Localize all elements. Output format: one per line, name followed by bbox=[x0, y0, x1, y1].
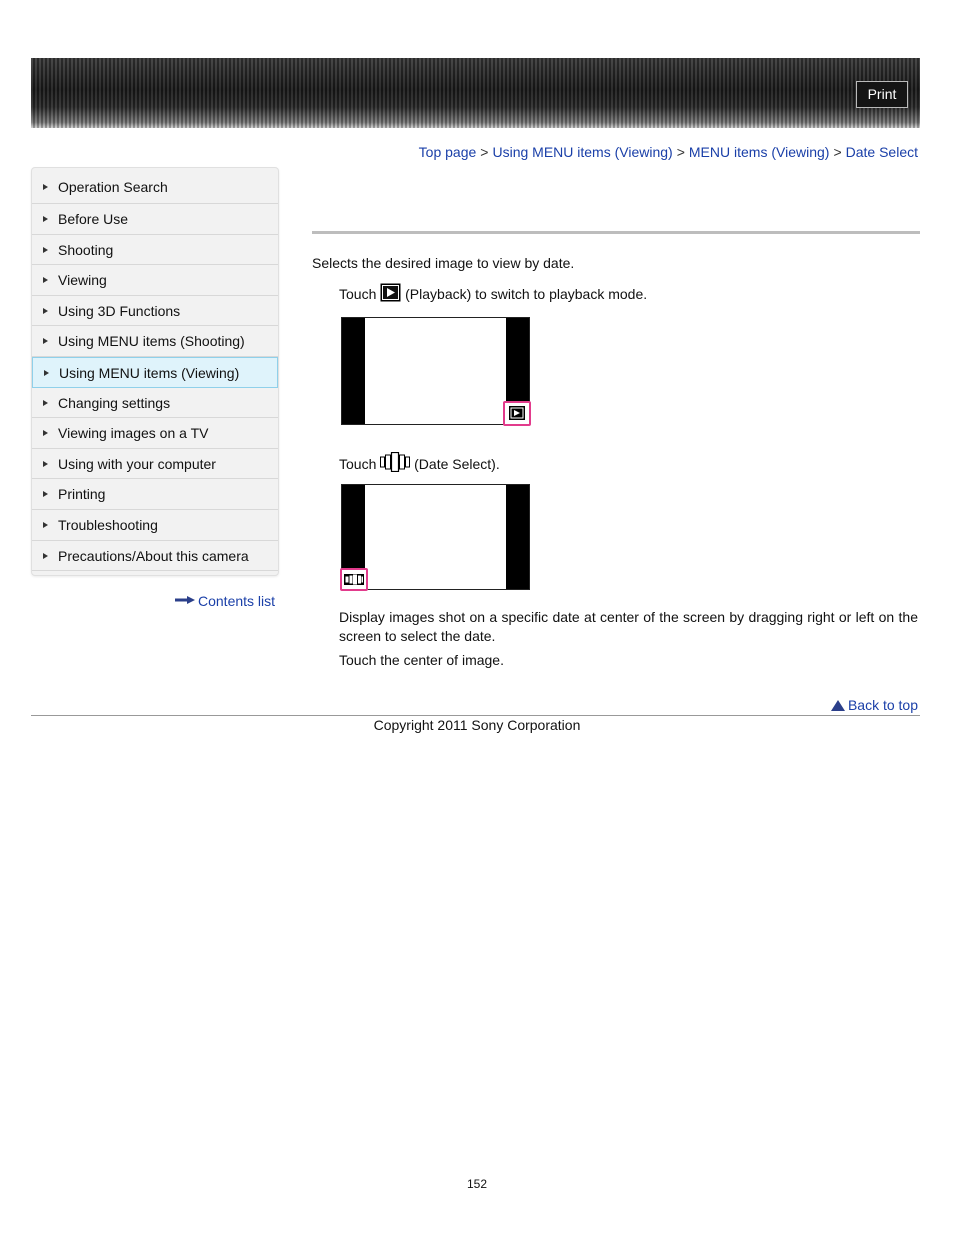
sidebar-item-menu-viewing[interactable] bbox=[32, 357, 278, 388]
arrow-right-icon bbox=[43, 430, 48, 436]
sidebar-item-precautions[interactable] bbox=[32, 541, 278, 572]
camera-screen-illustration bbox=[341, 317, 530, 425]
sidebar-item-viewing-tv[interactable] bbox=[32, 418, 278, 449]
title-divider bbox=[312, 231, 920, 234]
arrow-right-icon bbox=[43, 400, 48, 406]
step-2 bbox=[339, 452, 500, 472]
sidebar-item-3d-functions[interactable] bbox=[32, 296, 278, 327]
arrow-right-icon bbox=[43, 461, 48, 467]
back-to-top-label: Back to top bbox=[847, 697, 918, 713]
step-3: Display images shot on a specific date at center of the screen by dragging right or left on the screen to select the date. bbox=[339, 609, 918, 644]
arrow-right-icon bbox=[43, 338, 48, 344]
arrow-right-icon bbox=[43, 308, 48, 314]
sidebar-item-printing[interactable] bbox=[32, 479, 278, 510]
arrow-right-icon bbox=[43, 247, 48, 253]
sidebar-item-label: Precautions/About this camera bbox=[58, 547, 249, 564]
arrow-right-icon bbox=[43, 216, 48, 222]
playback-icon bbox=[380, 283, 401, 302]
breadcrumb-top-page[interactable]: Top page bbox=[418, 144, 477, 160]
print-button[interactable]: Print bbox=[856, 81, 908, 108]
sidebar-item-shooting[interactable] bbox=[32, 235, 278, 266]
date-select-icon bbox=[340, 568, 368, 591]
arrow-right-icon bbox=[175, 596, 195, 604]
page-number: 152 bbox=[466, 1177, 488, 1191]
step-text: Touch bbox=[339, 456, 377, 472]
step-text: Touch bbox=[339, 286, 377, 302]
breadcrumb-date-select[interactable]: Date Select bbox=[845, 144, 918, 160]
arrow-right-icon bbox=[43, 184, 48, 190]
sidebar-item-label: Operation Search bbox=[58, 179, 168, 195]
sidebar-item-label: Using MENU items (Viewing) bbox=[59, 364, 240, 381]
sidebar-item-operation-search[interactable] bbox=[32, 168, 278, 204]
sidebar-item-changing-settings[interactable] bbox=[32, 388, 278, 419]
step-1 bbox=[339, 283, 647, 302]
sidebar-nav bbox=[31, 167, 279, 576]
breadcrumb-separator: > bbox=[480, 144, 489, 160]
sidebar-item-label: Changing settings bbox=[58, 394, 171, 411]
sidebar-item-label: Viewing images on a TV bbox=[58, 425, 209, 442]
sidebar-item-menu-shooting[interactable] bbox=[32, 326, 278, 357]
breadcrumb bbox=[419, 144, 918, 160]
contents-list-label: Contents list bbox=[198, 593, 276, 609]
arrow-right-icon bbox=[43, 522, 48, 528]
contents-list-link[interactable] bbox=[175, 593, 275, 609]
playback-icon bbox=[503, 401, 531, 426]
breadcrumb-menu-items-viewing[interactable]: MENU items (Viewing) bbox=[688, 144, 830, 160]
intro-text: Selects the desired image to view by date. bbox=[312, 255, 575, 271]
header-banner bbox=[31, 58, 920, 128]
sidebar-item-label: Printing bbox=[58, 486, 106, 503]
camera-screen-illustration bbox=[341, 484, 530, 590]
sidebar-item-label: Using with your computer bbox=[58, 455, 216, 472]
sidebar-item-viewing[interactable] bbox=[32, 265, 278, 296]
date-select-icon bbox=[380, 452, 410, 472]
sidebar-item-label: Using MENU items (Shooting) bbox=[58, 333, 245, 350]
step-text: (Date Select). bbox=[414, 456, 500, 472]
sidebar-item-troubleshooting[interactable] bbox=[32, 510, 278, 541]
footer-divider bbox=[31, 715, 920, 716]
sidebar-item-label: Using 3D Functions bbox=[58, 302, 181, 319]
step-4: Touch the center of image. bbox=[339, 652, 504, 668]
breadcrumb-separator: > bbox=[833, 144, 842, 160]
sidebar-item-computer[interactable] bbox=[32, 449, 278, 480]
sidebar-item-label: Viewing bbox=[58, 272, 107, 289]
breadcrumb-using-menu-viewing[interactable]: Using MENU items (Viewing) bbox=[492, 144, 673, 160]
sidebar-item-before-use[interactable] bbox=[32, 204, 278, 235]
sidebar-item-label: Troubleshooting bbox=[58, 516, 158, 533]
triangle-up-icon bbox=[831, 700, 845, 711]
arrow-right-icon bbox=[43, 553, 48, 559]
sidebar-item-label: Shooting bbox=[58, 241, 114, 258]
arrow-right-icon bbox=[43, 491, 48, 497]
step-text: (Playback) to switch to playback mode. bbox=[405, 286, 648, 302]
sidebar-item-label: Before Use bbox=[58, 211, 129, 227]
arrow-right-icon bbox=[43, 277, 48, 283]
breadcrumb-separator: > bbox=[676, 144, 685, 160]
copyright-text: Copyright 2011 Sony Corporation bbox=[373, 717, 581, 733]
back-to-top-link[interactable] bbox=[831, 697, 918, 713]
arrow-right-icon bbox=[44, 370, 49, 376]
